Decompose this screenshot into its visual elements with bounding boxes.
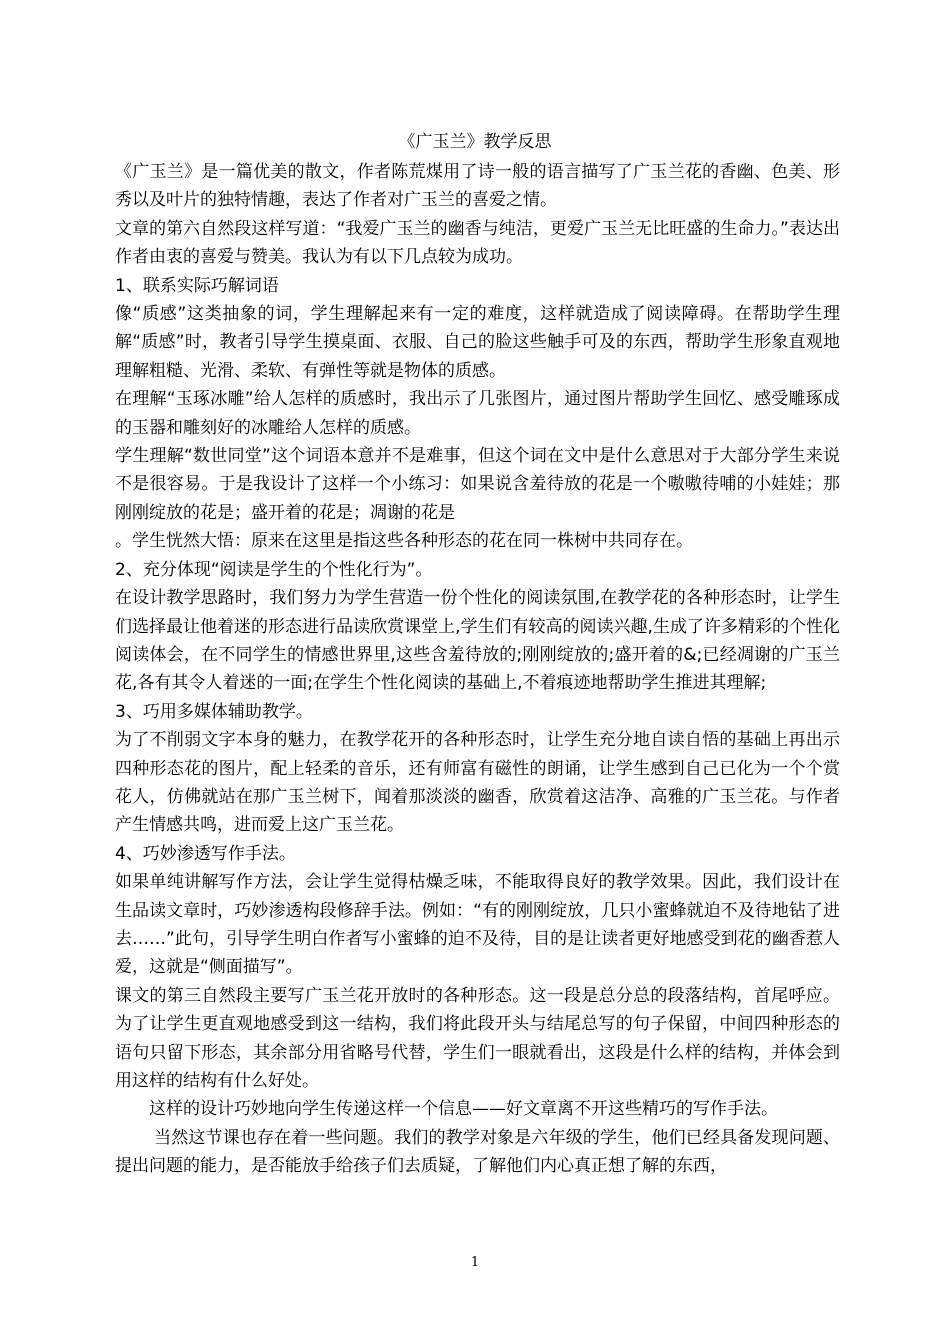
paragraph: 。学生恍然大悟：原来在这里是指这些各种形态的花在同一株树中共同存在。 <box>115 531 693 552</box>
section-heading: 4、巧妙渗透写作手法。 <box>115 843 296 864</box>
paragraph: 像“质感”这类抽象的词，学生理解起来有一定的难度，这样就造成了阅读障碍。在帮助学生理解“质感”时，教者引导学生摸桌面、衣服、自己的脸这些触手可及的东西，帮助学生形象直观地理解粗糙、光滑、柔软、有弹性等就是物体的质感。 <box>115 304 840 381</box>
document-title: 《广玉兰》教学反思 <box>398 132 552 152</box>
section-heading: 3、巧用多媒体辅助教学。 <box>115 701 313 722</box>
paragraph: 课文的第三自然段主要写广玉兰花开放时的各种形态。这一段是总分总的段落结构，首尾呼应。为了让学生更直观地感受到这一结构，我们将此段开头与结尾总写的句子保留，中间四种形态的语句只留下形态，其余部分用省略号代替，学生们一眼就看出，这段是什么样的结构，并体会到用这样的结构有什么好处。 <box>115 985 840 1091</box>
paragraph: 学生理解“数世同堂”这个词语本意并不是难事，但这个词在文中是什么意思对于大部分学生来说不是很容易。于是我设计了这样一个小练习：如果说含羞待放的花是一个嗷嗷待哺的小娃娃；那刚刚绽放的花是；盛开着的花是；凋谢的花是 <box>115 446 840 523</box>
paragraph: 当然这节课也存在着一些问题。我们的教学对象是六年级的学生，他们已经具备发现问题、提出问题的能力，是否能放手给孩子们去质疑，了解他们内心真正想了解的东西， <box>115 1127 840 1177</box>
paragraph: 在理解“玉琢冰雕”给人怎样的质感时，我出示了几张图片，通过图片帮助学生回忆、感受雕琢成的玉器和雕刻好的冰雕给人怎样的质感。 <box>115 389 840 438</box>
paragraph: 文章的第六自然段这样写道：“我爱广玉兰的幽香与纯洁，更爱广玉兰无比旺盛的生命力。”表达出作者由衷的喜爱与赞美。我认为有以下几点较为成功。 <box>115 218 840 268</box>
paragraph: 《广玉兰》是一篇优美的散文，作者陈荒煤用了诗一般的语言描写了广玉兰花的香幽、色美、形秀以及叶片的独特情趣，表达了作者对广玉兰的喜爱之情。 <box>115 162 840 211</box>
paragraph: 这样的设计巧妙地向学生传递这样一个信息——好文章离不开这些精巧的写作手法。 <box>149 1099 778 1120</box>
section-heading: 2、充分体现“阅读是学生的个性化行为”。 <box>115 559 433 580</box>
paragraph: 为了不削弱文字本身的魅力，在教学花开的各种形态时，让学生充分地自读自悟的基础上再出示四种形态花的图片，配上轻柔的音乐，还有师富有磁性的朗诵，让学生感到自己已化为一个个赏花人，仿佛就站在那广玉兰树下，闻着那淡淡的幽香，欣赏着这洁净、高雅的广玉兰花。与作者产生情感共鸣，进而爱上这广玉兰花。 <box>115 730 840 836</box>
page-number: 1 <box>470 1255 480 1270</box>
paragraph: 在设计教学思路时，我们努力为学生营造一份个性化的阅读氛围,在教学花的各种形态时，让学生们选择最让他着迷的形态进行品读欣赏课堂上,学生们有较高的阅读兴趣,生成了许多精彩的个性化阅读体会，在不同学生的情感世界里,这些含羞待放的;刚刚绽放的;盛开着的&;已经凋谢的广玉兰花,各有其令人着迷的一面;在学生个性化阅读的基础上,不着痕迹地帮助学生推进其理解; <box>115 588 840 694</box>
document-body <box>115 158 840 1181</box>
section-heading: 1、联系实际巧解词语 <box>115 275 279 296</box>
paragraph: 如果单纯讲解写作方法，会让学生觉得枯燥乏味，不能取得良好的教学效果。因此，我们设计在生品读文章时，巧妙渗透构段修辞手法。例如：“有的刚刚绽放，几只小蜜蜂就迫不及待地钻了进去……”此句，引导学生明白作者写小蜜蜂的迫不及待，目的是让读者更好地感受到花的幽香惹人爱，这就是“侧面描写”。 <box>115 872 840 978</box>
